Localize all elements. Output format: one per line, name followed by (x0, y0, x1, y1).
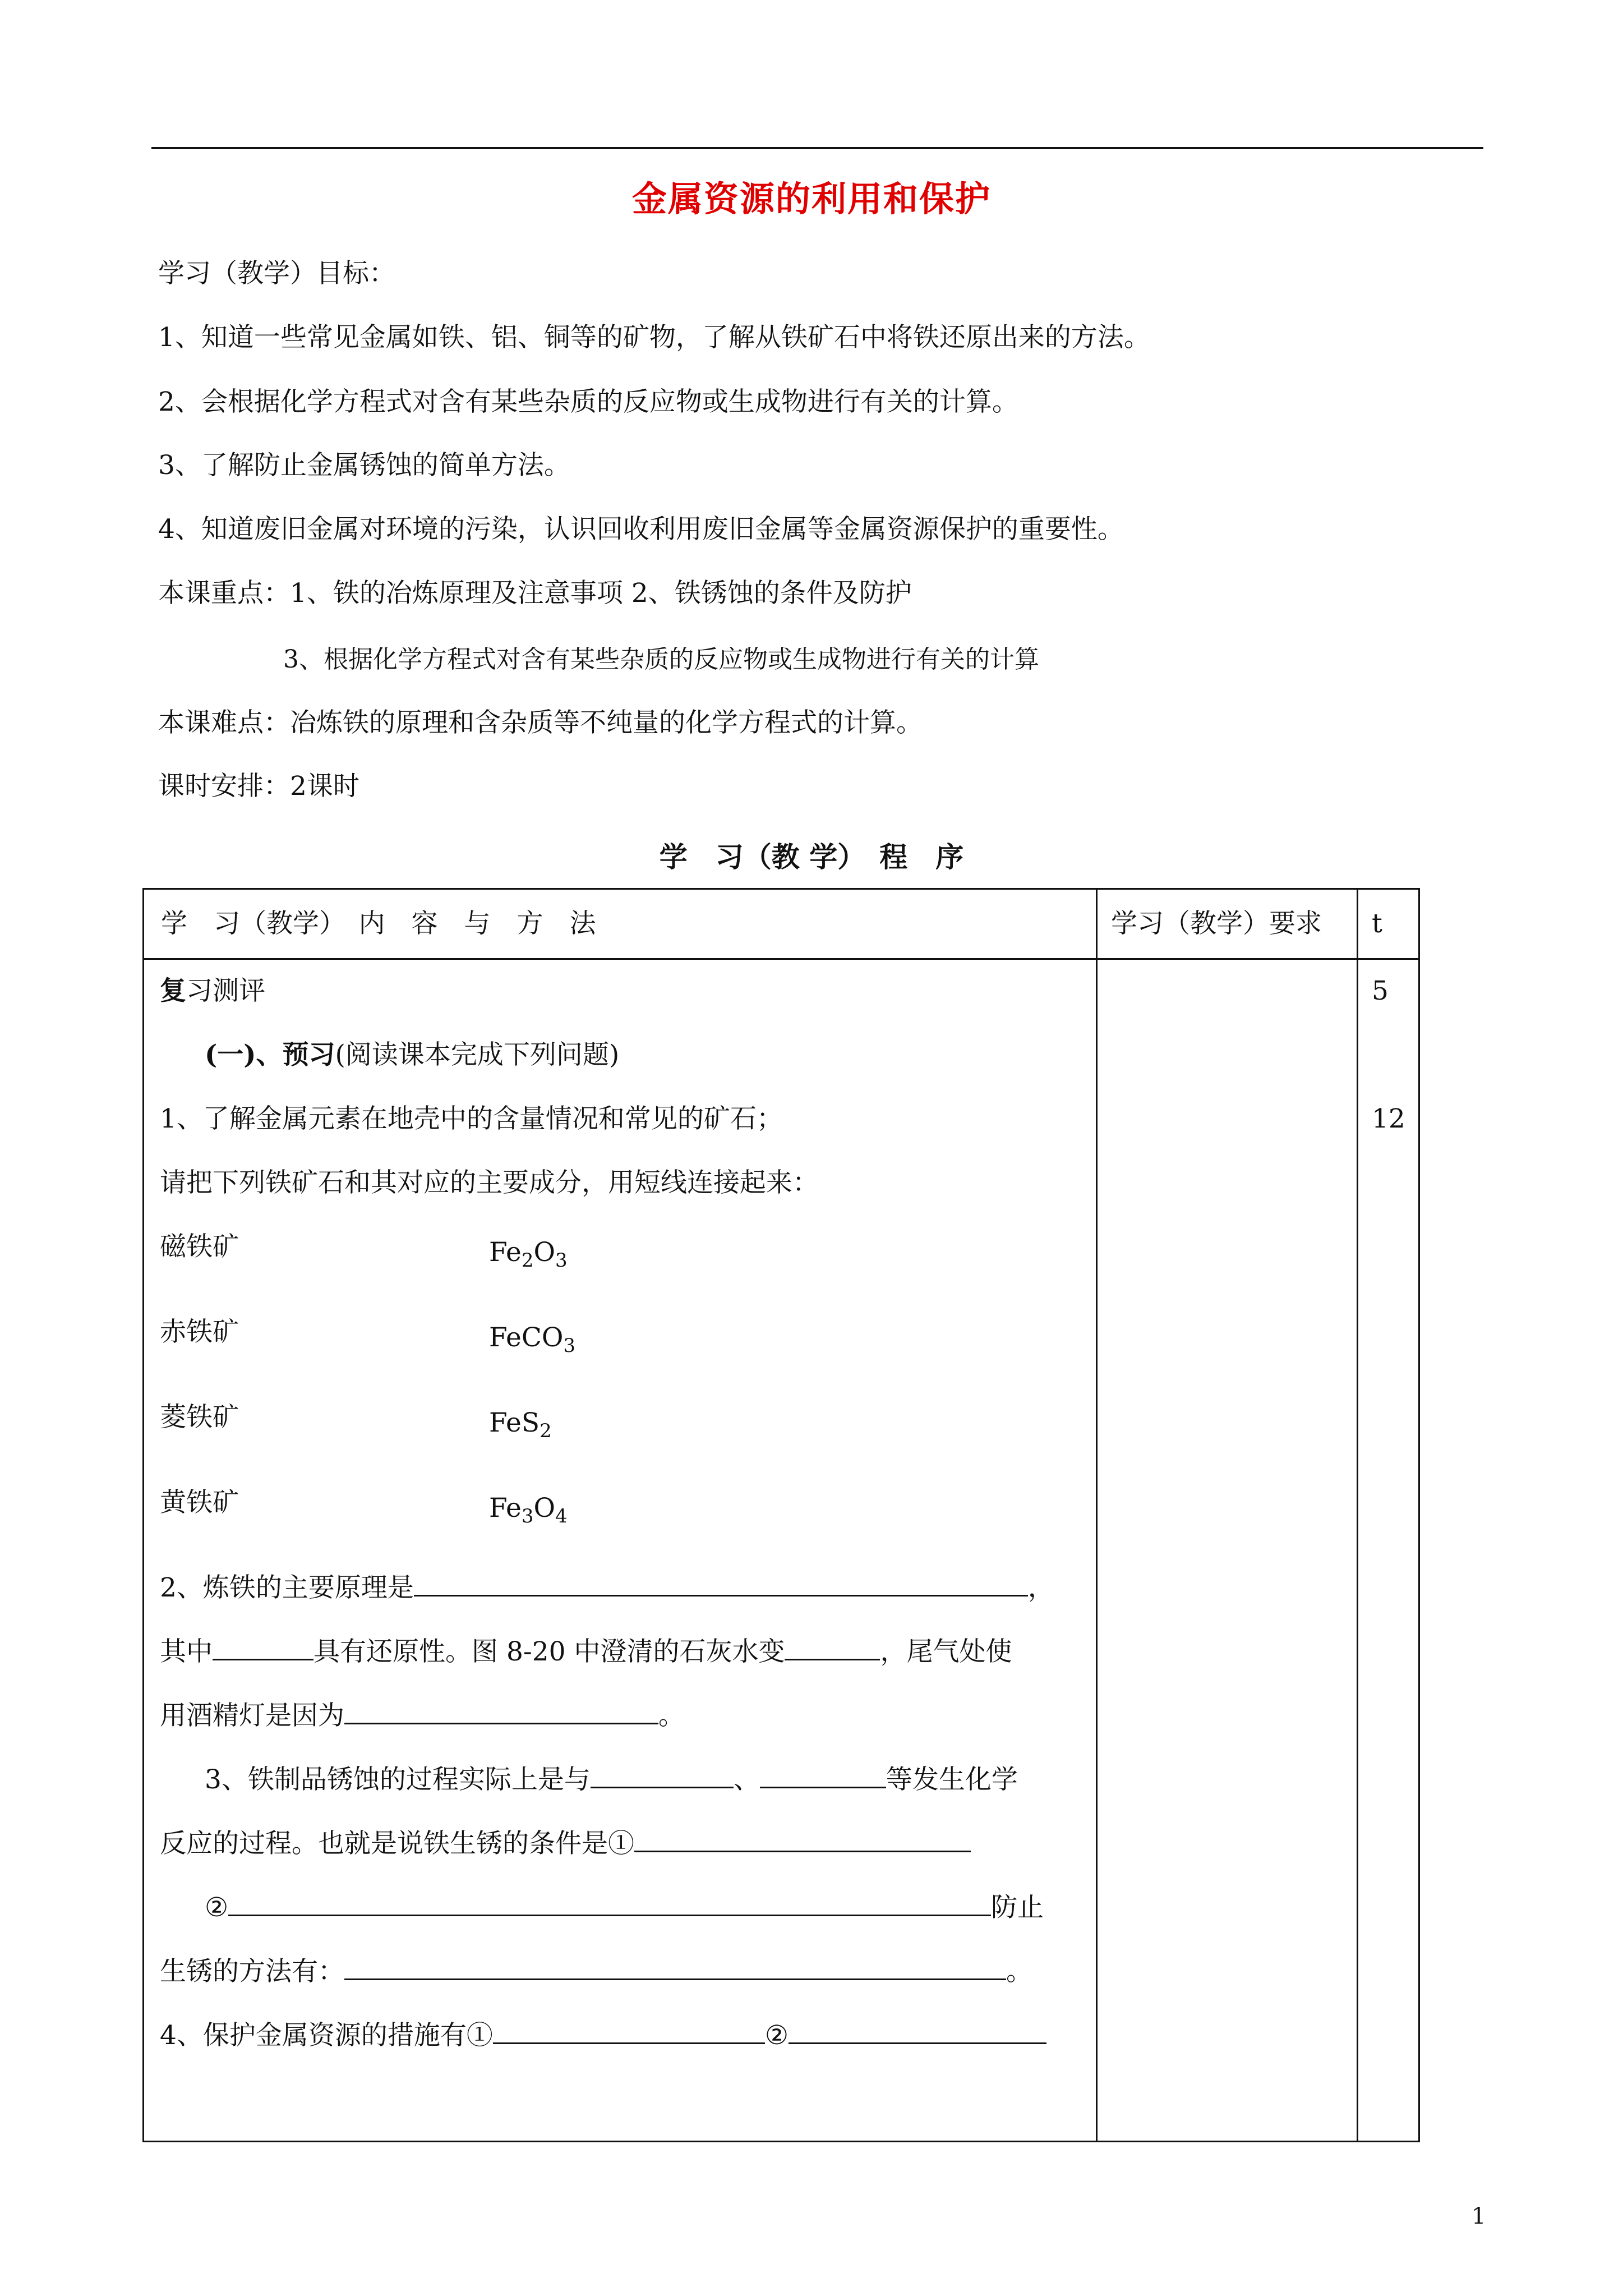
ore-siderite: 菱铁矿 (160, 1402, 239, 1433)
question-2-line-3: 用酒精灯是因为 。 (160, 1696, 685, 1733)
ore-pyrite: 黄铁矿 (160, 1487, 239, 1518)
header-requirements: 学习（教学）要求 (1097, 889, 1358, 959)
top-rule (151, 147, 1483, 149)
formula-fe2o3: $Fe_2O_3$ (489, 1237, 568, 1272)
formula-feco3: FeCO$_3$ (489, 1322, 575, 1357)
question-1-instruction: 请把下列铁矿石和其对应的主要成分，用短线连接起来： (160, 1167, 819, 1198)
program-title: 学 习（教 学） 程 序 (659, 840, 964, 873)
answer-blank[interactable] (213, 1632, 313, 1660)
review-prefix: 复 (160, 976, 186, 1006)
answer-blank[interactable] (344, 1952, 1006, 1980)
answer-blank[interactable] (634, 1824, 971, 1852)
preview-note: (阅读课本完成下列问题) (335, 1039, 620, 1070)
table-header-row (144, 889, 1419, 959)
program-table (142, 888, 1420, 2142)
difficulty: 本课难点：冶炼铁的原理和含杂质等不纯量的化学方程式的计算。 (158, 707, 923, 738)
answer-blank[interactable] (344, 1696, 658, 1724)
answer-blank[interactable] (760, 1760, 886, 1788)
objective-2: 2、会根据化学方程式对含有某些杂质的反应物或生成物进行有关的计算。 (158, 386, 1018, 417)
page-number: 1 (1472, 2203, 1486, 2229)
page-title: 金属资源的利用和保护 (631, 178, 991, 219)
question-1: 1、了解金属元素在地壳中的含量情况和常见的矿石； (160, 1103, 783, 1134)
review-heading (160, 974, 265, 1008)
requirements-cell (1097, 959, 1358, 2142)
content-cell (144, 959, 1097, 2142)
formula-fe3o4: $Fe_3O_4$ (489, 1493, 568, 1527)
ore-hematite: 赤铁矿 (160, 1317, 239, 1347)
formula-fes2: FeS$_2$ (489, 1407, 552, 1442)
answer-blank[interactable] (493, 2016, 765, 2044)
answer-blank[interactable] (591, 1760, 734, 1788)
t-value-1: 5 (1372, 976, 1389, 1006)
question-2-line-1: 2、炼铁的主要原理是 ， (160, 1568, 1054, 1605)
t-cell (1358, 959, 1419, 2142)
question-4: 4、保护金属资源的措施有① ② (160, 2016, 1046, 2053)
question-3-line-2: 反应的过程。也就是说铁生锈的条件是① (160, 1824, 971, 1861)
answer-blank[interactable] (414, 1568, 1028, 1596)
objective-3: 3、了解防止金属锈蚀的简单方法。 (158, 450, 570, 481)
answer-blank[interactable] (228, 1888, 991, 1916)
question-3-line-1: 3、铁制品锈蚀的过程实际上是与 、 等发生化学 (205, 1760, 1018, 1797)
review-rest: 习测评 (186, 976, 265, 1006)
answer-blank[interactable] (785, 1632, 880, 1660)
header-t: t (1358, 889, 1419, 959)
answer-blank[interactable] (789, 2016, 1046, 2044)
question-3-line-3: ② 防止 (205, 1888, 1044, 1925)
question-3-line-4: 生锈的方法有： 。 (160, 1952, 1032, 1989)
header-content: 学 习（教学） 内 容 与 方 法 (144, 889, 1097, 959)
preview-bold: (一)、预习 (205, 1039, 335, 1070)
ore-magnetite: 磁铁矿 (160, 1231, 239, 1262)
key-points: 本课重点：1、铁的冶炼原理及注意事项 2、铁锈蚀的条件及防护 (158, 578, 912, 609)
key-points-continued: 3、根据化学方程式对含有某些杂质的反应物或生成物进行有关的计算 (283, 645, 1039, 674)
objective-4: 4、知道废旧金属对环境的污染，认识回收利用废旧金属等金属资源保护的重要性。 (158, 514, 1124, 545)
table-body-row (144, 959, 1419, 2142)
question-2-line-2: 其中 具有还原性。图 8-20 中澄清的石灰水变 ，尾气处使 (160, 1632, 1012, 1669)
preview-heading (205, 1038, 619, 1072)
t-value-2: 12 (1372, 1103, 1405, 1134)
objectives-heading: 学习（教学）目标： (158, 258, 395, 289)
objective-1: 1、知道一些常见金属如铁、铝、铜等的矿物，了解从铁矿石中将铁还原出来的方法。 (158, 322, 1150, 353)
schedule: 课时安排：2课时 (158, 771, 359, 802)
